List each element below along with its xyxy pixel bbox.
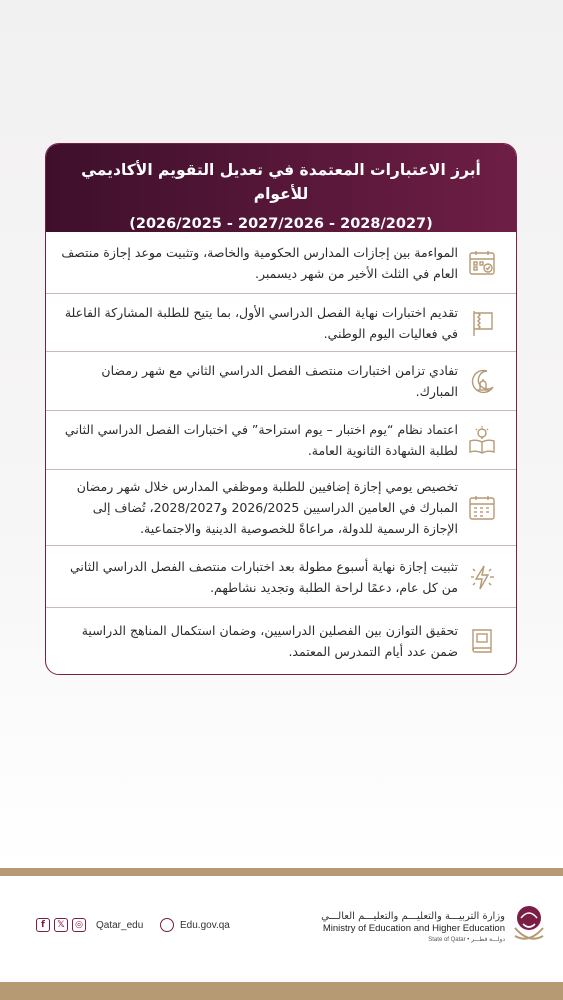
crescent-mosque-icon: [458, 366, 506, 396]
ministry-name: [321, 910, 505, 945]
open-book-lightbulb-icon: [458, 425, 506, 455]
card-years: (2026/2025 - 2027/2026 - 2028/2027): [129, 216, 433, 232]
item-text: اعتماد نظام “يوم اختبار – يوم استراحة” في اختبارات الفصل الدراسي الثاني لطلبة الشهادة الثانوية العامة.: [64, 422, 458, 458]
item-text: تحقيق التوازن بين الفصلين الدراسيين، وضمان استكمال المناهج الدراسية ضمن عدد أيام التمدرس المعتمد.: [81, 623, 458, 659]
website-link[interactable]: [160, 918, 230, 932]
card-title: أبرز الاعتبارات المعتمدة في تعديل التقويم الأكاديمي للأعوام: [81, 161, 481, 203]
item-text: تخصيص يومي إجازة إضافيين للطلبة وموظفي المدارس خلال شهر رمضان المبارك في العامين الدراسيين 2026/2025 و2028/2027، تُضاف إلى الإجازة الرسمية للدولة، مراعاةً للخصوصية الدينية والاجتماعية.: [76, 479, 458, 536]
footer-divider: [0, 868, 563, 876]
globe-icon: [160, 918, 174, 932]
instagram-icon[interactable]: ◎: [72, 918, 86, 932]
x-icon[interactable]: 𝕏: [54, 918, 68, 932]
list-item: [46, 232, 516, 294]
footer-bottom-band: [0, 982, 563, 1000]
list-item: [46, 608, 516, 674]
calendar-grid-icon: [458, 493, 506, 523]
footer: [0, 880, 563, 980]
item-text: تفادي تزامن اختبارات منتصف الفصل الدراسي الثاني مع شهر رمضان المبارك.: [101, 363, 458, 399]
facebook-icon[interactable]: f: [36, 918, 50, 932]
ministry-name-en: Ministry of Education and Higher Education: [322, 923, 505, 934]
calendar-check-icon: [458, 248, 506, 278]
energy-bolt-icon: [458, 562, 506, 592]
list-item: [46, 294, 516, 352]
item-text: المواءمة بين إجازات المدارس الحكومية والخاصة، وتثبيت موعد إجازة منتصف العام في الثلث الأخير من شهر ديسمبر.: [61, 244, 458, 281]
list-item: [46, 470, 516, 546]
flag-icon: [458, 308, 506, 338]
item-text: تثبيت إجازة نهاية أسبوع مطولة بعد اختبارات منتصف الفصل الدراسي الثاني من كل عام، دعمًا لراحة الطلبة وتجديد نشاطهم.: [69, 558, 458, 595]
website-text[interactable]: Edu.gov.qa: [180, 919, 230, 931]
state-of-qatar: State of Qatar • دولـــة قطـــر: [428, 937, 505, 943]
qatar-emblem-logo: [509, 902, 549, 946]
list-item: [46, 411, 516, 470]
list-item: [46, 546, 516, 608]
ministry-name-ar: وزارة التربيـــة والتعليـــم والتعليـــم العالـــي: [321, 911, 505, 922]
considerations-card: [45, 143, 517, 675]
social-handle[interactable]: Qatar_edu: [96, 919, 144, 931]
list-item: [46, 352, 516, 411]
book-icon: [458, 626, 506, 656]
card-header: [46, 144, 516, 232]
item-text: تقديم اختبارات نهاية الفصل الدراسي الأول، بما يتيح للطلبة المشاركة الفاعلة في فعاليات اليوم الوطني.: [64, 304, 458, 341]
social-links: [36, 918, 143, 932]
